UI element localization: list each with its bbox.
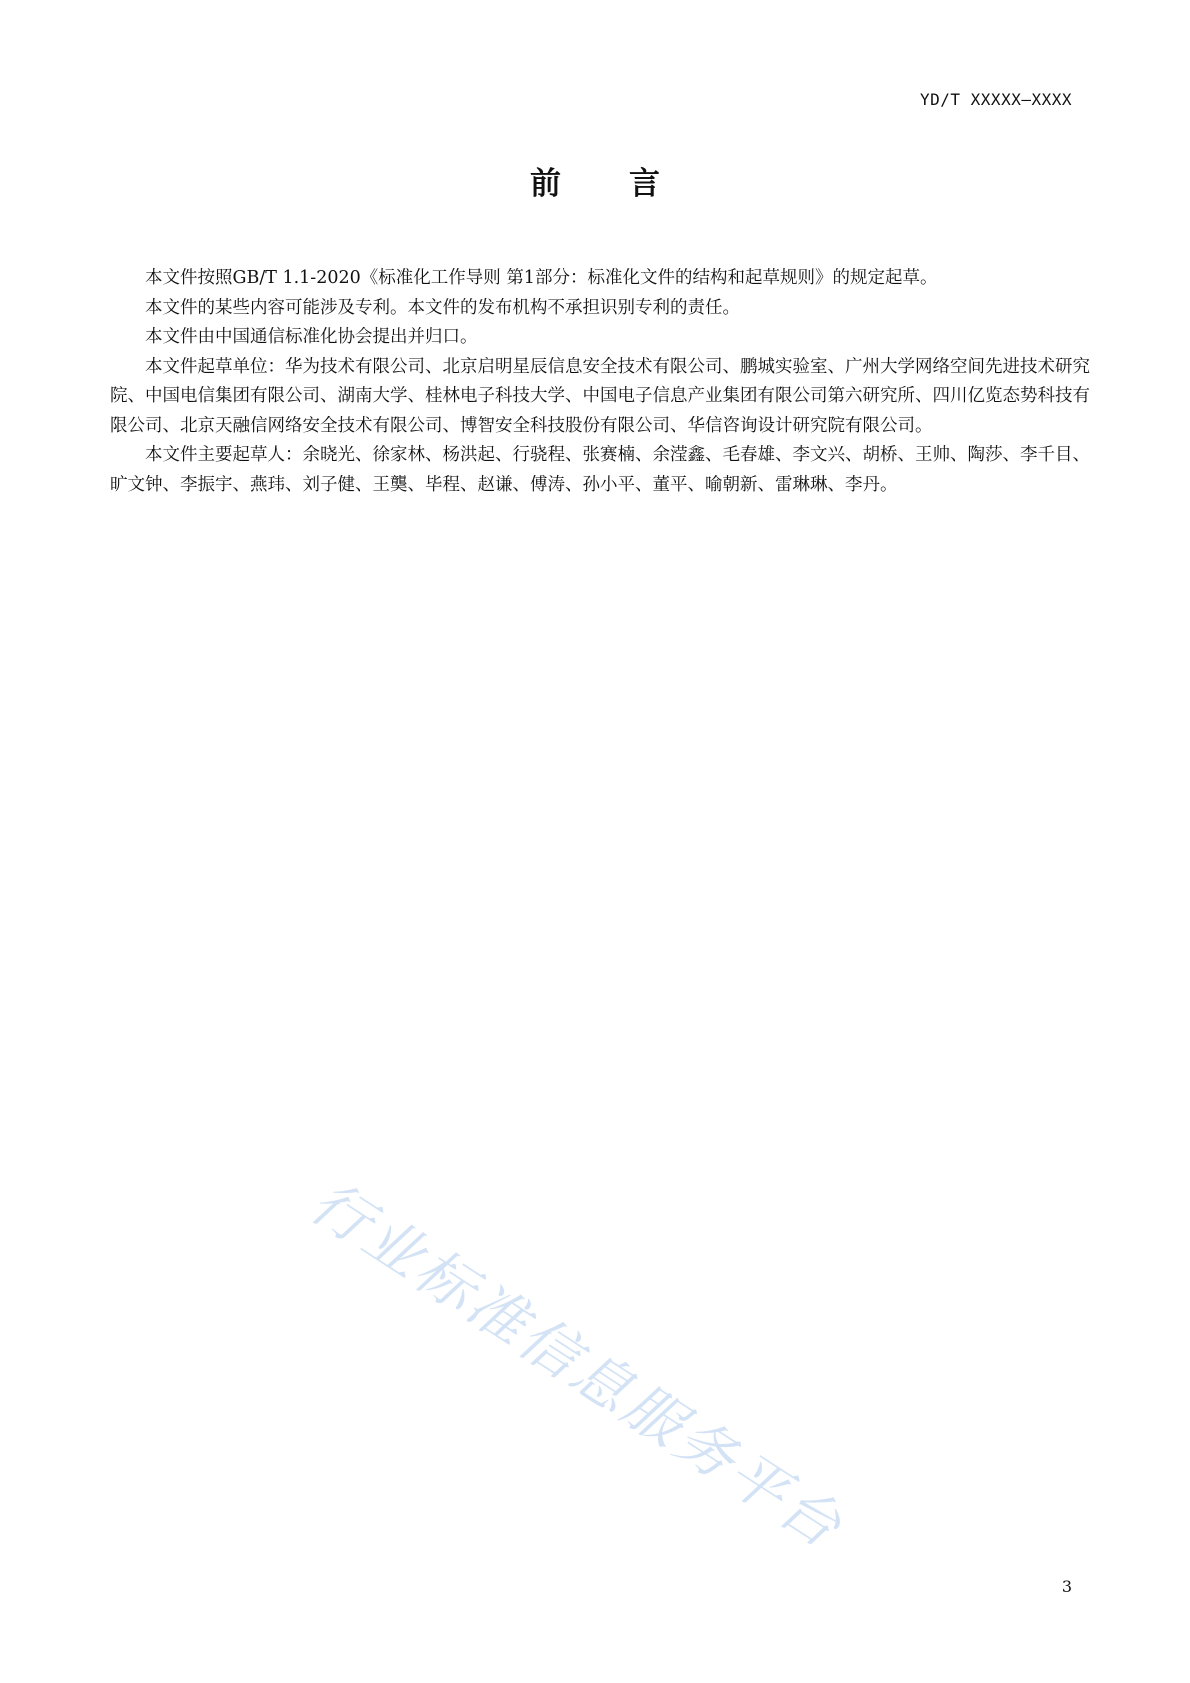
- foreword-body: [110, 264, 1090, 500]
- paragraph-drafting-rules: 本文件按照GB/T 1.1-2020《标准化工作导则 第1部分：标准化文件的结构和起草规则》的规定起草。: [145, 268, 938, 288]
- page-number: 3: [1061, 1577, 1072, 1596]
- watermark: 行业标准信息服务平台: [298, 1167, 856, 1563]
- paragraph-drafters: 本文件主要起草人：余晓光、徐家林、杨洪起、行骁程、张赛楠、余滢鑫、毛春雄、李文兴、胡桥、王帅、陶莎、李千目、旷文钟、李振宇、燕玮、刘子健、王龑、毕程、赵谦、傅涛、孙小平、董平、喻朝新、雷琳琳、李丹。: [110, 445, 1090, 495]
- paragraph-patent-notice: 本文件的某些内容可能涉及专利。本文件的发布机构不承担识别专利的责任。: [145, 297, 740, 318]
- paragraph-drafting-units: 本文件起草单位：华为技术有限公司、北京启明星辰信息安全技术有限公司、鹏城实验室、广州大学网络空间先进技术研究院、中国电信集团有限公司、湖南大学、桂林电子科技大学、中国电子信息产业集团有限公司第六研究所、四川亿览态势科技有限公司、北京天融信网络安全技术有限公司、博智安全科技股份有限公司、华信咨询设计研究院有限公司。: [110, 356, 1090, 436]
- page-title: 前言: [530, 166, 728, 202]
- paragraph-proposer: 本文件由中国通信标准化协会提出并归口。: [145, 327, 478, 347]
- document-code: YD/T XXXXX—XXXX: [920, 90, 1072, 109]
